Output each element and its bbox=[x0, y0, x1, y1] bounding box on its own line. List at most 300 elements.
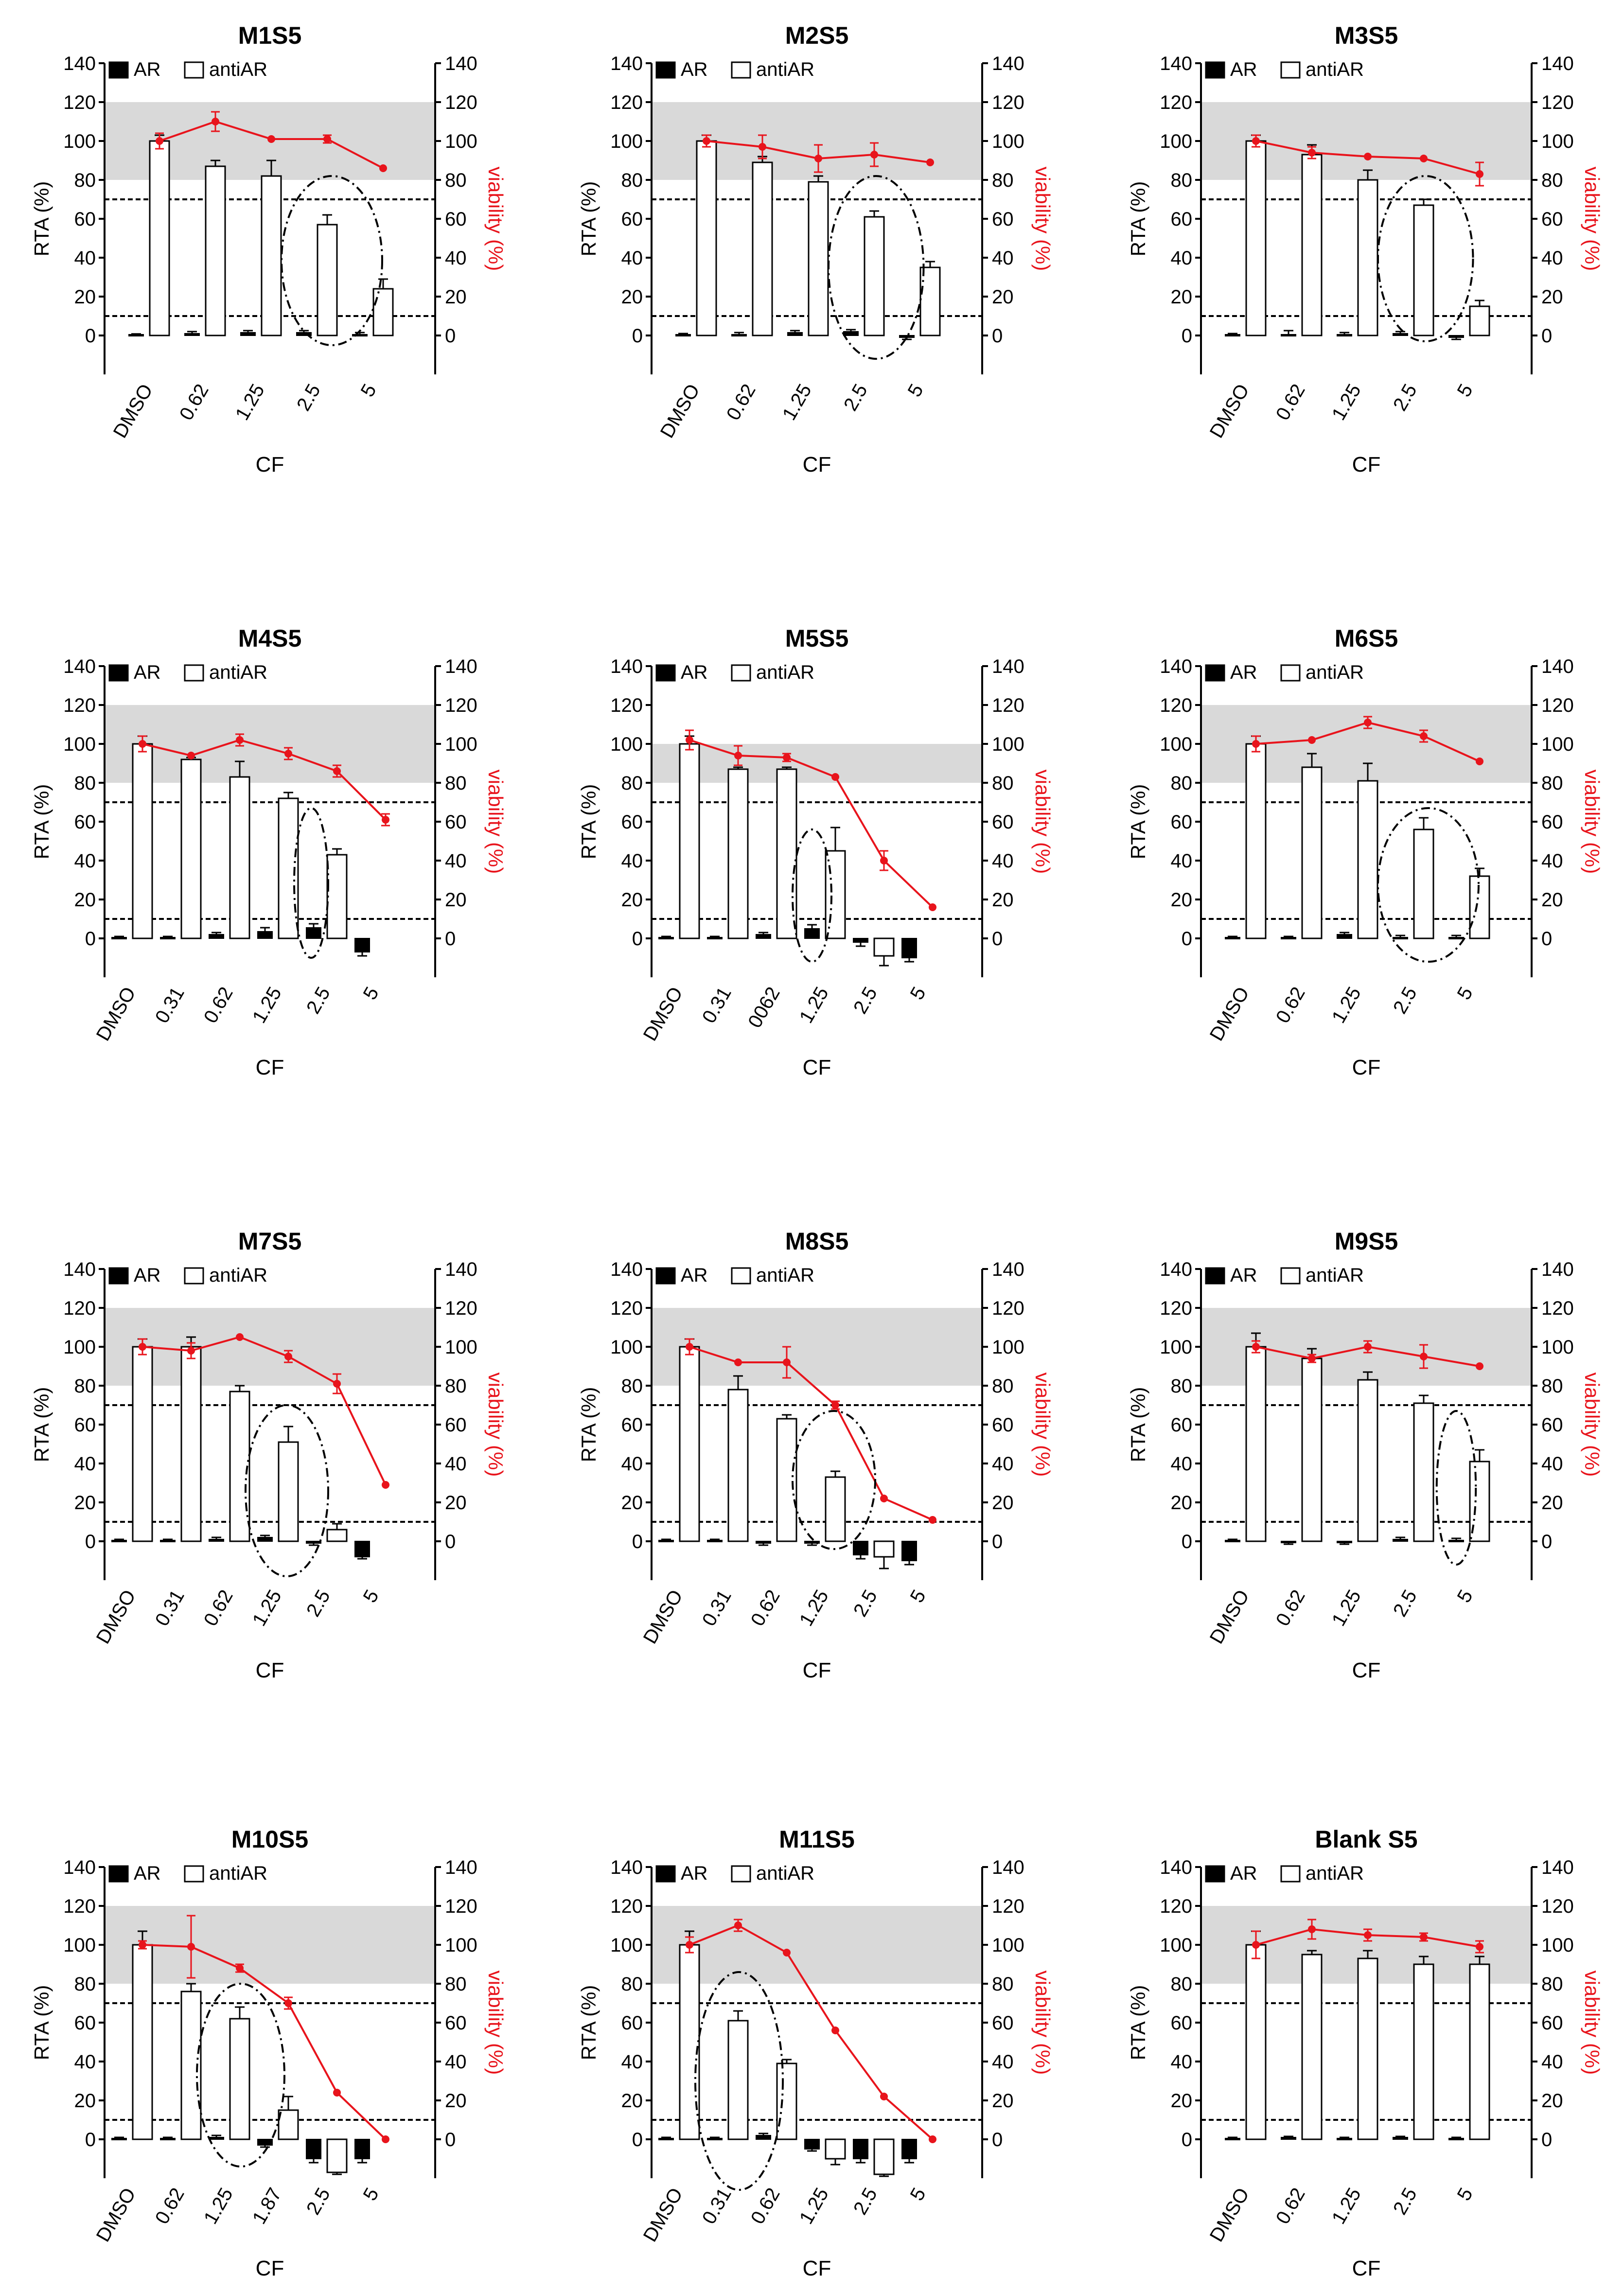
bar-antiar bbox=[826, 1477, 845, 1541]
right-tick-label: 120 bbox=[1541, 1896, 1574, 1917]
x-tick-label: 1.87 bbox=[248, 2184, 286, 2228]
right-tick-label: 140 bbox=[1541, 53, 1574, 74]
y-axis-label-right: viability (%) bbox=[1581, 769, 1604, 874]
right-tick-label: 60 bbox=[445, 2012, 467, 2034]
bar-ar bbox=[659, 1540, 673, 1542]
x-tick-label: 2.5 bbox=[1389, 983, 1421, 1018]
legend-swatch-antiar bbox=[732, 1268, 750, 1284]
right-tick-label: 0 bbox=[992, 325, 1003, 347]
legend-label-ar: AR bbox=[681, 662, 708, 683]
left-tick-label: 100 bbox=[1160, 131, 1192, 152]
x-tick-label: 0.62 bbox=[151, 2184, 189, 2228]
left-tick-label: 80 bbox=[74, 1974, 96, 1995]
left-tick-label: 100 bbox=[63, 1935, 96, 1956]
right-tick-label: 40 bbox=[992, 2051, 1014, 2073]
viability-point bbox=[187, 752, 195, 759]
right-tick-label: 20 bbox=[992, 286, 1014, 308]
legend-label-antiar: antiAR bbox=[209, 59, 268, 80]
viability-point bbox=[929, 1516, 936, 1524]
legend-swatch-antiar bbox=[185, 62, 203, 78]
bar-ar bbox=[853, 1541, 868, 1555]
x-axis-label: CF bbox=[802, 2256, 831, 2280]
viability-point bbox=[236, 736, 244, 744]
right-tick-label: 40 bbox=[445, 247, 467, 269]
bar-ar bbox=[732, 335, 746, 336]
x-tick-label: 5 bbox=[359, 983, 383, 1004]
viability-point bbox=[870, 151, 878, 159]
viability-point bbox=[1252, 137, 1260, 145]
left-tick-label: 0 bbox=[632, 325, 643, 347]
chart-title: M9S5 bbox=[1334, 1228, 1398, 1255]
left-tick-label: 60 bbox=[74, 811, 96, 833]
right-tick-label: 100 bbox=[445, 131, 477, 152]
right-tick-label: 100 bbox=[445, 1337, 477, 1358]
left-tick-label: 40 bbox=[74, 850, 96, 872]
x-tick-label: 0.62 bbox=[175, 380, 213, 424]
left-tick-label: 20 bbox=[1170, 1492, 1192, 1514]
x-tick-label: DMSO bbox=[92, 2184, 140, 2246]
x-tick-label: 0.31 bbox=[151, 983, 189, 1027]
x-tick-label: 1.25 bbox=[231, 380, 269, 424]
right-tick-label: 80 bbox=[992, 170, 1014, 191]
bar-antiar bbox=[777, 1419, 796, 1541]
viability-point bbox=[734, 1921, 742, 1929]
y-axis-label-left: RTA (%) bbox=[1127, 181, 1149, 257]
bar-ar bbox=[306, 928, 321, 938]
right-tick-label: 140 bbox=[1541, 1259, 1574, 1280]
left-tick-label: 120 bbox=[63, 1896, 96, 1917]
bar-ar bbox=[185, 334, 199, 335]
left-tick-label: 100 bbox=[63, 131, 96, 152]
acceptance-band bbox=[652, 1308, 982, 1386]
bar-ar bbox=[112, 1540, 126, 1542]
bar-antiar bbox=[1302, 155, 1322, 335]
x-tick-label: 0.62 bbox=[1271, 380, 1309, 424]
bar-ar bbox=[1393, 1539, 1408, 1541]
bar-ar bbox=[355, 938, 370, 952]
viability-point bbox=[703, 137, 710, 145]
chart-panel bbox=[1127, 625, 1604, 1079]
right-tick-label: 20 bbox=[1541, 1492, 1563, 1514]
right-tick-label: 140 bbox=[1541, 656, 1574, 677]
left-tick-label: 100 bbox=[1160, 1337, 1192, 1358]
bar-antiar bbox=[230, 777, 249, 938]
bar-antiar bbox=[728, 1390, 748, 1541]
x-axis-label: CF bbox=[255, 2256, 284, 2280]
chart-title: M7S5 bbox=[238, 1228, 302, 1255]
left-tick-label: 0 bbox=[632, 2129, 643, 2150]
x-tick-label: 2.5 bbox=[839, 380, 872, 415]
right-tick-label: 60 bbox=[445, 811, 467, 833]
y-axis-label-right: viability (%) bbox=[484, 1970, 507, 2075]
bar-antiar bbox=[680, 744, 699, 938]
legend-swatch-ar bbox=[109, 1866, 128, 1882]
x-tick-label: DMSO bbox=[639, 983, 687, 1045]
right-tick-label: 140 bbox=[992, 53, 1024, 74]
y-axis-label-left: RTA (%) bbox=[577, 181, 600, 257]
bar-ar bbox=[129, 335, 143, 336]
left-tick-label: 0 bbox=[85, 325, 96, 347]
viability-point bbox=[1252, 1343, 1260, 1351]
right-tick-label: 0 bbox=[992, 2129, 1003, 2150]
bar-ar bbox=[1393, 2137, 1408, 2139]
viability-point bbox=[1476, 758, 1483, 765]
right-tick-label: 80 bbox=[992, 1974, 1014, 1995]
bar-antiar bbox=[1246, 141, 1266, 335]
right-tick-label: 40 bbox=[445, 1453, 467, 1475]
right-tick-label: 60 bbox=[1541, 811, 1563, 833]
legend-swatch-ar bbox=[1206, 1268, 1224, 1284]
left-tick-label: 120 bbox=[610, 1298, 643, 1319]
right-tick-label: 20 bbox=[445, 2090, 467, 2112]
left-tick-label: 60 bbox=[621, 2012, 643, 2034]
bar-antiar bbox=[1414, 205, 1433, 335]
left-tick-label: 0 bbox=[1181, 325, 1192, 347]
x-tick-label: 5 bbox=[359, 2184, 383, 2204]
left-tick-label: 20 bbox=[74, 2090, 96, 2112]
left-tick-label: 140 bbox=[63, 1259, 96, 1280]
x-tick-label: 2.5 bbox=[302, 1586, 335, 1621]
left-tick-label: 80 bbox=[1170, 1375, 1192, 1397]
viability-point bbox=[880, 857, 888, 864]
bar-ar bbox=[788, 333, 802, 335]
right-tick-label: 0 bbox=[992, 1531, 1003, 1552]
right-tick-label: 40 bbox=[992, 247, 1014, 269]
x-tick-label: DMSO bbox=[639, 2184, 687, 2246]
x-axis-label: CF bbox=[1352, 1658, 1381, 1682]
viability-point bbox=[880, 1495, 888, 1502]
x-tick-label: DMSO bbox=[1205, 983, 1253, 1045]
right-tick-label: 140 bbox=[992, 1857, 1024, 1878]
legend-swatch-antiar bbox=[185, 665, 203, 681]
bar-ar bbox=[902, 2139, 917, 2159]
bar-ar bbox=[805, 2139, 819, 2149]
x-axis-label: CF bbox=[802, 453, 831, 476]
bar-antiar bbox=[809, 182, 828, 335]
left-tick-label: 140 bbox=[610, 656, 643, 677]
y-axis-label-left: RTA (%) bbox=[577, 784, 600, 860]
left-tick-label: 40 bbox=[74, 2051, 96, 2073]
left-tick-label: 80 bbox=[621, 1375, 643, 1397]
x-tick-label: 0.62 bbox=[1271, 1586, 1309, 1630]
bar-antiar bbox=[1470, 876, 1489, 938]
right-tick-label: 100 bbox=[992, 1337, 1024, 1358]
bar-ar bbox=[756, 1541, 771, 1543]
viability-point bbox=[333, 2089, 341, 2097]
left-tick-label: 120 bbox=[1160, 1298, 1192, 1319]
left-tick-label: 0 bbox=[632, 1531, 643, 1552]
left-tick-label: 20 bbox=[74, 286, 96, 308]
bar-ar bbox=[853, 938, 868, 942]
left-tick-label: 100 bbox=[63, 1337, 96, 1358]
x-tick-label: 2.5 bbox=[302, 983, 335, 1018]
viability-point bbox=[187, 1943, 195, 1951]
right-tick-label: 40 bbox=[1541, 850, 1563, 872]
bar-ar bbox=[1225, 1540, 1240, 1542]
left-tick-label: 0 bbox=[1181, 2129, 1192, 2150]
legend-label-ar: AR bbox=[681, 1265, 708, 1286]
bar-antiar bbox=[230, 2019, 249, 2139]
bar-ar bbox=[1449, 937, 1464, 939]
left-tick-label: 140 bbox=[1160, 53, 1192, 74]
left-tick-label: 80 bbox=[74, 1375, 96, 1397]
left-tick-label: 120 bbox=[610, 1896, 643, 1917]
left-tick-label: 140 bbox=[610, 1259, 643, 1280]
legend-swatch-antiar bbox=[185, 1866, 203, 1882]
viability-point bbox=[333, 1380, 341, 1388]
right-tick-label: 60 bbox=[992, 1414, 1014, 1436]
bar-antiar bbox=[133, 744, 152, 938]
legend-label-ar: AR bbox=[681, 1863, 708, 1884]
bar-ar bbox=[902, 1541, 917, 1561]
viability-point bbox=[783, 754, 791, 761]
bar-antiar bbox=[1246, 1347, 1266, 1541]
right-tick-label: 80 bbox=[445, 170, 467, 191]
right-tick-label: 0 bbox=[1541, 325, 1553, 347]
right-tick-label: 120 bbox=[992, 1298, 1024, 1319]
y-axis-label-left: RTA (%) bbox=[1127, 1387, 1149, 1463]
bar-ar bbox=[1225, 937, 1240, 939]
chart-panel bbox=[30, 22, 507, 476]
viability-point bbox=[1308, 736, 1316, 744]
viability-point bbox=[236, 1964, 244, 1972]
x-tick-label: 5 bbox=[356, 380, 381, 401]
viability-point bbox=[284, 1999, 292, 2007]
bar-antiar bbox=[874, 938, 894, 956]
right-tick-label: 140 bbox=[992, 1259, 1024, 1280]
x-tick-label: 1.25 bbox=[248, 983, 286, 1027]
bar-antiar bbox=[1414, 1403, 1433, 1541]
left-tick-label: 100 bbox=[610, 1935, 643, 1956]
bar-ar bbox=[241, 333, 255, 335]
legend-swatch-ar bbox=[1206, 665, 1224, 681]
left-tick-label: 40 bbox=[621, 850, 643, 872]
bar-ar bbox=[306, 1541, 321, 1543]
chart-panel bbox=[577, 22, 1054, 476]
left-tick-label: 140 bbox=[1160, 1857, 1192, 1878]
viability-point bbox=[382, 1481, 389, 1489]
right-tick-label: 100 bbox=[1541, 1935, 1574, 1956]
right-tick-label: 40 bbox=[1541, 1453, 1563, 1475]
legend-swatch-ar bbox=[656, 1866, 675, 1882]
chart-title: M5S5 bbox=[785, 625, 849, 652]
left-tick-label: 80 bbox=[621, 170, 643, 191]
x-tick-label: 5 bbox=[1453, 983, 1477, 1004]
viability-point bbox=[814, 155, 822, 162]
bar-antiar bbox=[279, 2110, 298, 2139]
right-tick-label: 40 bbox=[445, 850, 467, 872]
legend-label-antiar: antiAR bbox=[209, 1863, 268, 1884]
right-tick-label: 140 bbox=[445, 1857, 477, 1878]
bar-ar bbox=[1449, 1540, 1464, 1542]
y-axis-label-left: RTA (%) bbox=[30, 1985, 53, 2061]
acceptance-band bbox=[105, 705, 435, 783]
right-tick-label: 80 bbox=[1541, 1375, 1563, 1397]
viability-point bbox=[236, 1333, 244, 1341]
right-tick-label: 0 bbox=[1541, 1531, 1553, 1552]
right-tick-label: 120 bbox=[1541, 92, 1574, 113]
bar-antiar bbox=[874, 1541, 894, 1557]
bar-antiar bbox=[1470, 306, 1489, 335]
right-tick-label: 140 bbox=[445, 656, 477, 677]
bar-ar bbox=[1225, 335, 1240, 336]
left-tick-label: 100 bbox=[1160, 1935, 1192, 1956]
x-tick-label: 5 bbox=[906, 2184, 930, 2204]
left-tick-label: 60 bbox=[1170, 1414, 1192, 1436]
x-tick-label: 2.5 bbox=[1389, 380, 1421, 415]
chart-panel bbox=[1127, 1228, 1604, 1682]
right-tick-label: 60 bbox=[445, 209, 467, 230]
bar-ar bbox=[112, 2138, 126, 2140]
bar-antiar bbox=[826, 851, 845, 938]
viability-point bbox=[783, 1949, 791, 1956]
legend-swatch-ar bbox=[1206, 62, 1224, 78]
legend-label-ar: AR bbox=[134, 1265, 161, 1286]
x-tick-label: 2.5 bbox=[1389, 2184, 1421, 2219]
left-tick-label: 120 bbox=[610, 92, 643, 113]
left-tick-label: 120 bbox=[1160, 1896, 1192, 1917]
bar-ar bbox=[1225, 2138, 1240, 2140]
viability-point bbox=[156, 137, 163, 145]
viability-point bbox=[1252, 740, 1260, 748]
x-tick-label: 1.25 bbox=[199, 2184, 237, 2228]
x-tick-label: 0.62 bbox=[746, 2184, 784, 2228]
viability-point bbox=[139, 740, 146, 748]
viability-point bbox=[1364, 1931, 1372, 1939]
bar-antiar bbox=[327, 1530, 347, 1541]
left-tick-label: 60 bbox=[74, 2012, 96, 2034]
left-tick-label: 140 bbox=[1160, 656, 1192, 677]
bar-ar bbox=[209, 2137, 224, 2139]
bar-ar bbox=[659, 937, 673, 939]
right-tick-label: 0 bbox=[1541, 2129, 1553, 2150]
bar-antiar bbox=[874, 2139, 894, 2174]
bar-antiar bbox=[826, 2139, 845, 2159]
bar-ar bbox=[306, 2139, 321, 2159]
viability-point bbox=[1420, 732, 1428, 740]
right-tick-label: 100 bbox=[1541, 1337, 1574, 1358]
bar-antiar bbox=[1246, 1945, 1266, 2139]
viability-point bbox=[783, 1358, 791, 1366]
viability-point bbox=[382, 2135, 389, 2143]
right-tick-label: 20 bbox=[1541, 286, 1563, 308]
y-axis-label-left: RTA (%) bbox=[30, 784, 53, 860]
right-tick-label: 80 bbox=[992, 1375, 1014, 1397]
legend-label-antiar: antiAR bbox=[1306, 1265, 1364, 1286]
bar-ar bbox=[209, 934, 224, 938]
bar-antiar bbox=[181, 759, 201, 938]
legend-swatch-antiar bbox=[1281, 1268, 1300, 1284]
right-tick-label: 60 bbox=[992, 2012, 1014, 2034]
right-tick-label: 20 bbox=[445, 889, 467, 911]
x-axis-label: CF bbox=[802, 1056, 831, 1079]
left-tick-label: 100 bbox=[610, 1337, 643, 1358]
bar-antiar bbox=[680, 1347, 699, 1541]
bar-antiar bbox=[1302, 767, 1322, 938]
legend-label-ar: AR bbox=[134, 1863, 161, 1884]
left-tick-label: 140 bbox=[63, 1857, 96, 1878]
bar-antiar bbox=[753, 162, 772, 335]
bar-antiar bbox=[1302, 1955, 1322, 2139]
left-tick-label: 20 bbox=[1170, 286, 1192, 308]
chart-title: M1S5 bbox=[238, 22, 302, 49]
x-tick-label: 0.62 bbox=[1271, 983, 1309, 1027]
bar-ar bbox=[659, 2138, 673, 2140]
chart-panel bbox=[577, 1826, 1054, 2280]
right-tick-label: 0 bbox=[992, 928, 1003, 950]
bar-antiar bbox=[150, 141, 169, 335]
right-tick-label: 100 bbox=[445, 734, 477, 755]
x-axis-label: CF bbox=[802, 1658, 831, 1682]
left-tick-label: 80 bbox=[1170, 1974, 1192, 1995]
legend-label-ar: AR bbox=[1230, 662, 1257, 683]
x-tick-label: 2.5 bbox=[849, 1586, 882, 1621]
x-tick-label: 0.62 bbox=[746, 1586, 784, 1630]
bar-antiar bbox=[373, 289, 393, 335]
chart-panel bbox=[1127, 1826, 1604, 2280]
x-tick-label: 0.31 bbox=[151, 1586, 189, 1630]
y-axis-label-right: viability (%) bbox=[1581, 166, 1604, 271]
left-tick-label: 40 bbox=[74, 247, 96, 269]
left-tick-label: 0 bbox=[85, 1531, 96, 1552]
chart-panel bbox=[30, 625, 507, 1079]
x-tick-label: 5 bbox=[906, 1586, 930, 1606]
right-tick-label: 120 bbox=[445, 1298, 477, 1319]
x-tick-label: DMSO bbox=[109, 380, 157, 442]
right-tick-label: 100 bbox=[1541, 131, 1574, 152]
bar-ar bbox=[355, 1541, 370, 1557]
x-tick-label: 5 bbox=[1453, 380, 1477, 401]
x-tick-label: 1.25 bbox=[778, 380, 816, 424]
x-tick-label: 1.25 bbox=[1327, 1586, 1365, 1630]
left-tick-label: 60 bbox=[621, 209, 643, 230]
right-tick-label: 60 bbox=[1541, 209, 1563, 230]
right-tick-label: 120 bbox=[992, 92, 1024, 113]
right-tick-label: 0 bbox=[445, 2129, 456, 2150]
bar-ar bbox=[902, 938, 917, 958]
left-tick-label: 40 bbox=[621, 1453, 643, 1475]
x-axis-label: CF bbox=[255, 1658, 284, 1682]
left-tick-label: 140 bbox=[63, 53, 96, 74]
bar-antiar bbox=[327, 855, 347, 938]
x-tick-label: DMSO bbox=[92, 1586, 140, 1648]
left-tick-label: 60 bbox=[74, 209, 96, 230]
left-tick-label: 120 bbox=[63, 695, 96, 716]
left-tick-label: 140 bbox=[1160, 1259, 1192, 1280]
right-tick-label: 120 bbox=[1541, 695, 1574, 716]
right-tick-label: 60 bbox=[992, 209, 1014, 230]
x-tick-label: 0.62 bbox=[1271, 2184, 1309, 2228]
left-tick-label: 100 bbox=[610, 131, 643, 152]
x-tick-label: 1.25 bbox=[1327, 2184, 1365, 2228]
chart-title: M8S5 bbox=[785, 1228, 849, 1255]
x-tick-label: DMSO bbox=[1205, 1586, 1253, 1648]
bar-antiar bbox=[697, 141, 716, 335]
left-tick-label: 80 bbox=[1170, 170, 1192, 191]
bar-ar bbox=[258, 932, 272, 938]
x-axis-label: CF bbox=[1352, 453, 1381, 476]
legend-label-ar: AR bbox=[134, 59, 161, 80]
right-tick-label: 40 bbox=[445, 2051, 467, 2073]
viability-point bbox=[926, 159, 934, 166]
right-tick-label: 60 bbox=[1541, 1414, 1563, 1436]
legend-swatch-ar bbox=[656, 665, 675, 681]
x-tick-label: DMSO bbox=[92, 983, 140, 1045]
viability-point bbox=[929, 903, 936, 911]
legend-label-antiar: antiAR bbox=[756, 1863, 815, 1884]
left-tick-label: 120 bbox=[63, 92, 96, 113]
right-tick-label: 0 bbox=[1541, 928, 1553, 950]
